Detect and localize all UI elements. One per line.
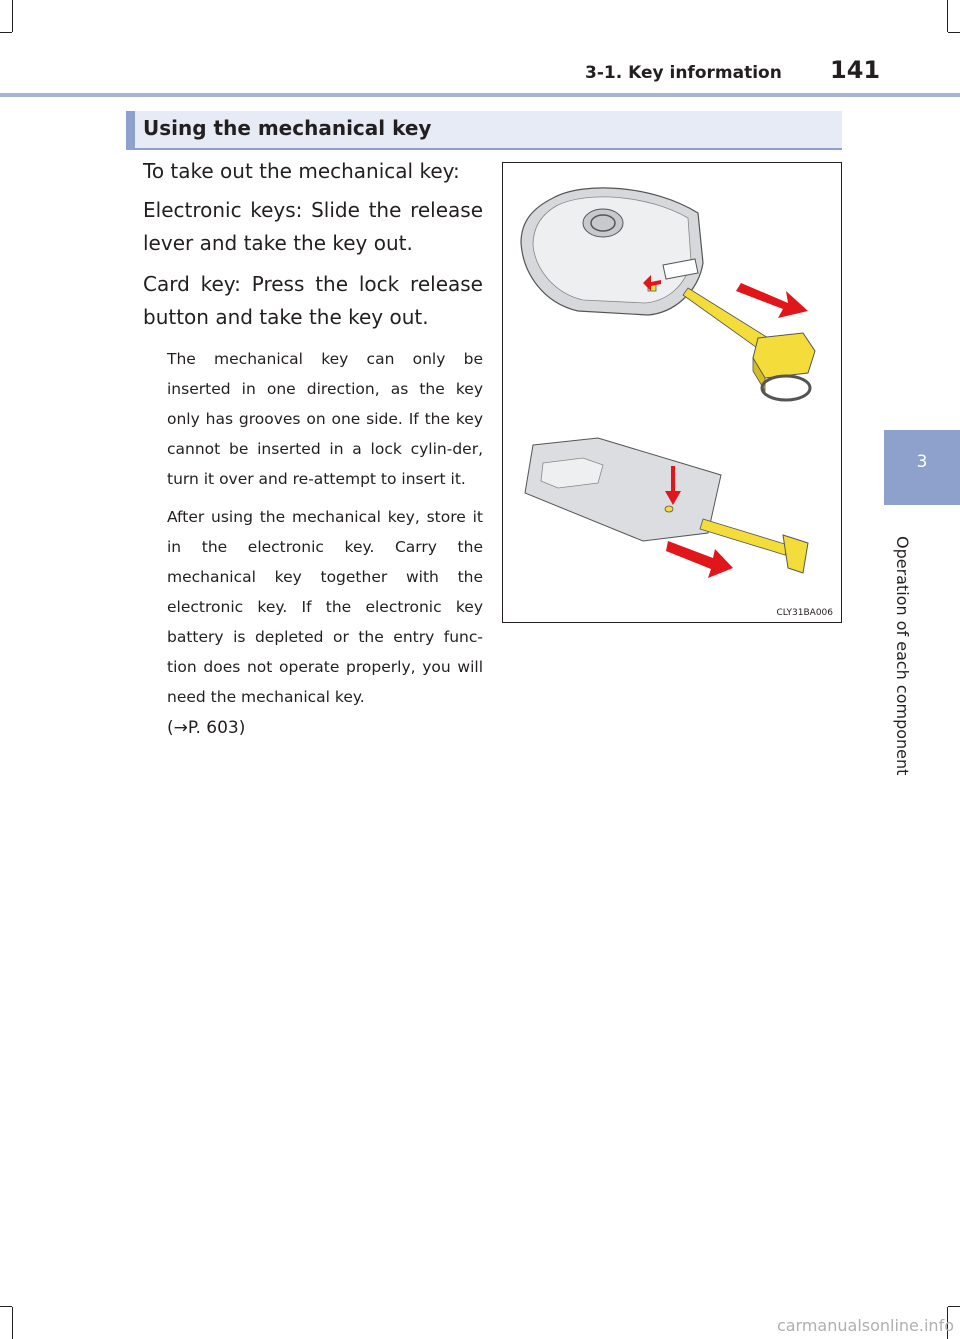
note-grooves: The mechanical key can only be inserted in one direction, as the key only has grooves on one side. If the key cannot be inserted in a lock cylin-der, turn it over and re-attempt to insert it. (167, 350, 483, 488)
card-key-paragraph: Card key: Press the lock release button and take the key out. (143, 272, 483, 329)
crop-mark-top-right-v (947, 0, 948, 32)
header-rule (0, 93, 960, 97)
key-illustration (502, 162, 842, 623)
header-section-title: 3-1. Key information (585, 63, 782, 83)
section-heading-title: Using the mechanical key (143, 116, 432, 140)
card-key-pull-arrow-icon (666, 541, 733, 578)
page-number: 141 (830, 56, 881, 84)
chapter-number: 3 (916, 452, 928, 472)
page-reference-link[interactable]: (→P. 603) (167, 718, 246, 738)
card-key-icon (525, 438, 721, 541)
note-storage: After using the mechanical key, store it in the electronic key. Carry the mechanical key together with the electronic key. If the electronic key battery is depleted or the entry func-tion does not operate properly, you will need the mechanical key. (167, 508, 483, 706)
crop-mark-bottom-right-h (948, 1306, 960, 1307)
chapter-title: Operation of each component (893, 535, 912, 775)
section-heading-underline (126, 148, 842, 150)
intro-paragraph: To take out the mechanical key: (143, 159, 460, 183)
chapter-tab (884, 430, 960, 505)
figure-code: CLY31BA006 (776, 608, 833, 618)
watermark: carmanualsonline.info (776, 1316, 954, 1335)
crop-mark-top-right-h (948, 32, 960, 33)
crop-mark-top-left-h (0, 32, 12, 33)
crop-mark-bottom-left-v (12, 1307, 13, 1339)
section-heading (126, 111, 842, 149)
crop-mark-bottom-left-h (0, 1306, 12, 1307)
key-pull-arrow-icon (736, 283, 808, 318)
body-text (143, 155, 483, 742)
crop-mark-top-left-v (12, 0, 13, 32)
key-illustration-drawing (503, 163, 842, 623)
electronic-key-icon (521, 188, 703, 315)
electronic-keys-paragraph: Electronic keys: Slide the release lever and take the key out. (143, 198, 483, 255)
